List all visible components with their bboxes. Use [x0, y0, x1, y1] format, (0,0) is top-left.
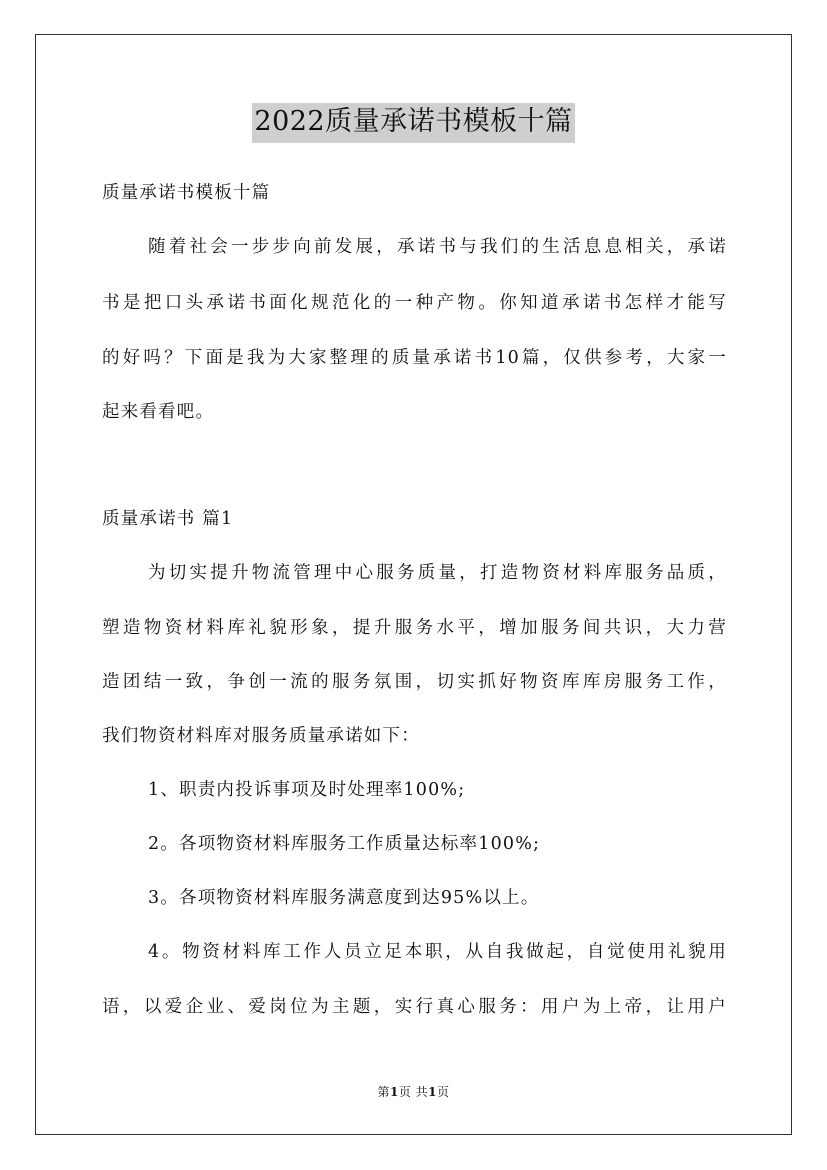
footer-page-mid: 页 共 [398, 1085, 429, 1099]
footer-page-suffix: 页 [437, 1085, 450, 1099]
intro-line-3: 的好吗？下面是我为大家整理的质量承诺书10篇，仅供参考，大家一 [102, 348, 727, 368]
page-footer [0, 1083, 827, 1100]
intro-line-2: 书是把口头承诺书面化规范化的一种产物。你知道承诺书怎样才能写 [102, 293, 727, 313]
footer-page-current: 1 [389, 1085, 399, 1099]
section-line-2: 塑造物资材料库礼貌形象，提升服务水平，增加服务间共识，大力营 [102, 618, 727, 638]
list-item: 3。各项物资材料库服务满意度到达95%以上。 [148, 888, 540, 908]
footer-page-prefix: 第 [377, 1085, 390, 1099]
section-heading: 质量承诺书 篇1 [102, 509, 234, 529]
subtitle: 质量承诺书模板十篇 [102, 183, 271, 203]
section-line-3: 造团结一致，争创一流的服务氛围，切实抓好物资库库房服务工作， [102, 672, 727, 692]
document-title: 2022质量承诺书模板十篇 [252, 103, 574, 143]
intro-line-4: 起来看看吧。 [102, 402, 215, 422]
title-container [0, 103, 827, 143]
section-line-4: 我们物资材料库对服务质量承诺如下： [102, 726, 420, 746]
footer-page-total: 1 [428, 1085, 438, 1099]
item4-line-1: 4。物资材料库工作人员立足本职，从自我做起，自觉使用礼貌用 [148, 942, 727, 962]
intro-line-1: 随着社会一步步向前发展，承诺书与我们的生活息息相关，承诺 [148, 237, 727, 257]
list-item: 2。各项物资材料库服务工作质量达标率100%; [148, 834, 541, 854]
item4-line-2: 语，以爱企业、爱岗位为主题，实行真心服务：用户为上帝，让用户 [102, 997, 727, 1017]
section-line-1: 为切实提升物流管理中心服务质量，打造物资材料库服务品质， [148, 563, 727, 583]
list-item: 1、职责内投诉事项及时处理率100%; [148, 780, 466, 800]
